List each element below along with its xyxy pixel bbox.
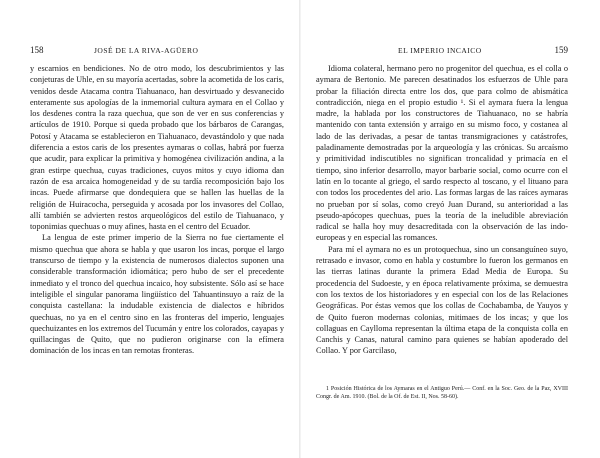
left-running-head: JOSÉ DE LA RIVA-AGÜERO [94,46,199,55]
left-page-body [30,63,284,357]
footnote-text: 1 Posición Histórica de los Aymaras en el Antiguo Perú.— Conf. en la Soc. Geo. de la Paz, XVIII Congr. de Am. 1910. (Bol. de la Of. de Est. II, Nos. 58-60). [316,386,568,400]
left-paragraph-1: y escarnios en bendiciones. No de otro modo, los descubrimientos y las conjeturas de Uhle, en su mayoría acertadas, sobre la acometida de los caris, venidos desde Atacama contra Tiahuanaco, han desvirtuado y desvanecido enteramente sus apologías de la inmemorial cultura aymara en el Collao y los desdenes contra la raza quechua, que son de ver en sus conferencias y artículos de 1910. Porque si queda probado que los bárbaros de Carangas, Potosí y Atacama se establecieron en Tiahuanaco, devastándolo y que nada diferencia a estos caris de los presentes aymaras o collas, habrá por fuerza que acudir, para explicar la primitiva y homogénea civilización andina, a la gran estirpe quechua, cuyas tradiciones, cuyos mitos y cuyo idioma dan razón de esa arcaica homogeneidad y de su tardía recomposición bajo los incas. Puede afirmarse que dondequiera que se hallen las huellas de la religión de Huiracocha, perseguida y acosada por los invasores del Collao, allí también se advierten restos arqueológicos del estilo de Tiahuanaco, y toponimias quechuas o muy afines, hasta en el centro del Ecuador. [30,64,284,232]
right-paragraph-2: Para mí el aymara no es un protoquechua, sino un consanguíneo suyo, retrasado e invasor, como en habla y costumbre lo fueron los germanos en las tierras latinas durante la primera Edad Media de Europa. Su procedencia del Sudoeste, y en época relativamente próxima, se demuestra con los textos de los historiadores y en especial con los de las Relaciones Geográficas. Por éstas vemos que los collas de Cochabamba, de Yauyos y de Quito fueron modernas colonias, mitimaes de los incas; y que los collaguas en Caylloma representan la última etapa de la conquista colla en Canchis y Canas, natural camino para quienes se habían apoderado del Collao. Y por Garcilaso, [316,244,568,356]
footnote [316,385,568,401]
right-paragraph-1: Idioma colateral, hermano pero no progenitor del quechua, es el colla o aymara de Bertonio. Me parecen desatinados los esfuerzos de Uhle para probar la filiación directa entre los dos, que para colmo de abismática contradicción, niega en el propio estudio ¹. Si el aymara fuera la lengua madre, la hablada por los constructores de Tiahuanaco, no se habría mantenido con tanta extensión y arraigo en su mismo foco, y costanea al lado de las derivadas, a pesar de tantas transmigraciones y catástrofes, paladinamente demostradas por la arqueología y las crónicas. Su arcaísmo y primitividad indiscutibles no significan troncalidad y primacía en el tiempo, sino inferior desarrollo, mayor barbarie social, como ocurre con el latín en lo tocante al griego, el sardo respecto al toscano, y el lituano para con todos los procedentes del ario. Las formas largas de las raíces aymaras no prueban por sí solas, como creyó Juan Durand, su anterioridad a las pseudo-apócopes quechuas, pues la teoría de la ineludible abreviación radical se halla hoy muy desacreditada con la observación de las indo-europeas y en especial las romances. [316,64,568,243]
right-page [300,0,600,458]
right-page-body [316,63,568,357]
left-page-number: 158 [30,45,44,55]
right-running-head: EL IMPERIO INCAICO [398,46,482,55]
left-paragraph-2: La lengua de este primer imperio de la Sierra no fue ciertamente el mismo quechua que ahora se habla y que usaron los incas, porque el largo transcurso de tiempo y la existencia de numerosos dialectos suponen una considerable transformación idiomática; pero hubo de ser el precedente inmediato y el tronco del quechua incaico, hoy subsistente. Sólo así se hace inteligible el singular panorama lingüístico del Tahuantinsuyo a raíz de la conquista castellana: la indudable existencia de dialectos e híbridos quechuas, no ya en el centro sino en las fronteras del imperio, lenguajes quechuizantes en los extremos del Tucumán y entre los colorados, cayapas y quillacingas de Quito, que no pudieron originarse con la efímera dominación de los incas en tan remotas fronteras. [30,233,284,356]
right-page-number: 159 [554,45,568,55]
